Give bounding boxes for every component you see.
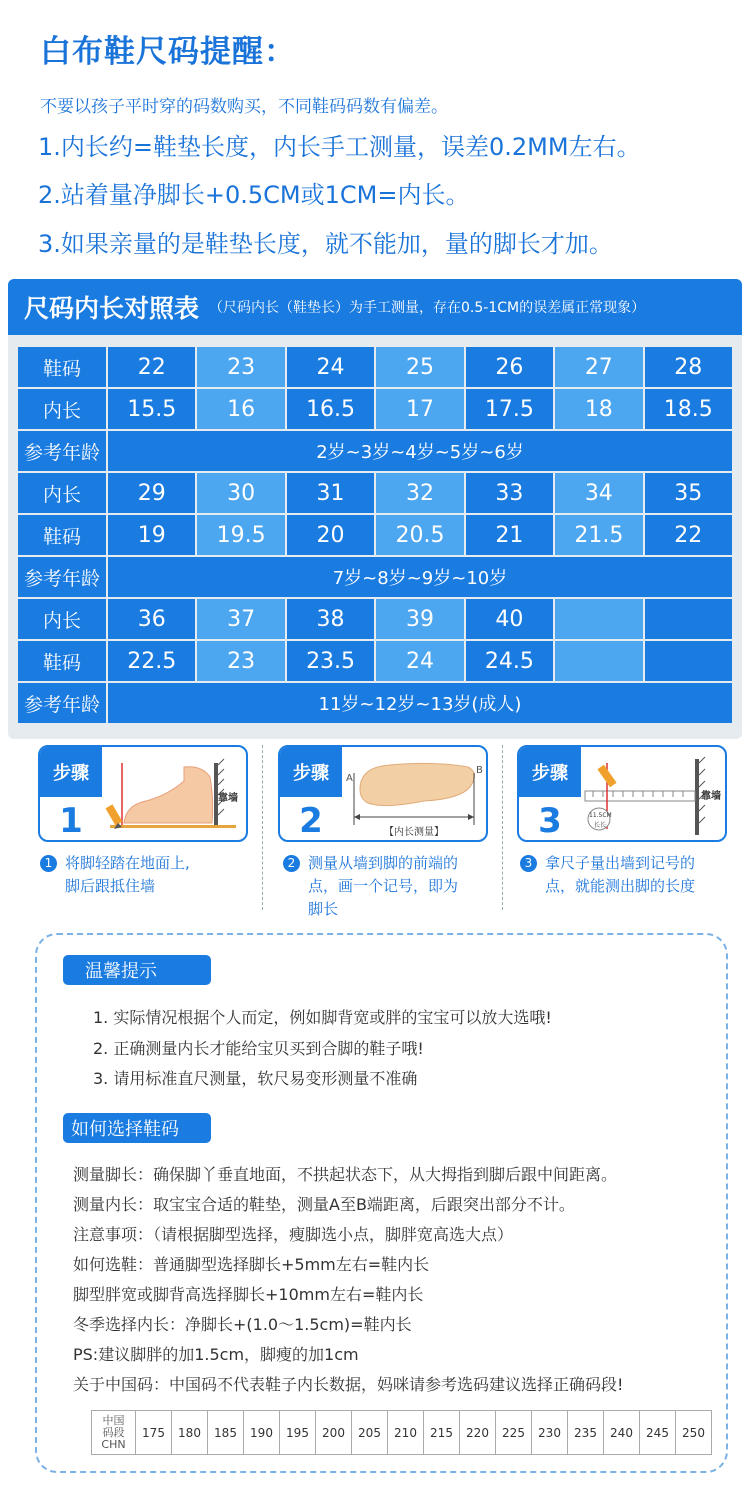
size-cell — [645, 641, 732, 681]
row-label: 鞋码 — [18, 641, 106, 681]
tips-box — [35, 933, 728, 1473]
size-cell: 34 — [555, 473, 642, 513]
chn-size-cell: 180 — [172, 1411, 208, 1455]
step-desc-3 — [520, 852, 695, 898]
how-line: 脚型胖宽或脚背高选择脚长+10mm左右=鞋内长 — [73, 1285, 424, 1304]
tips-title: 温馨提示 — [63, 955, 211, 985]
step-word: 步骤 — [519, 747, 581, 797]
size-cell: 17 — [376, 389, 463, 429]
row-label: 鞋码 — [18, 347, 106, 387]
size-cell: 19.5 — [197, 515, 284, 555]
size-cell: 29 — [108, 473, 195, 513]
bullet-number: 1 — [40, 855, 57, 872]
row-label: 内长 — [18, 473, 106, 513]
tip-item: 2. 正确测量内长才能给宝贝买到合脚的鞋子哦! — [93, 1039, 424, 1058]
size-cell: 21 — [466, 515, 553, 555]
chn-size-cell: 210 — [388, 1411, 424, 1455]
how-line: 如何选鞋：普通脚型选择脚长+5mm左右=鞋内长 — [73, 1255, 430, 1274]
wall-label: 靠墙 — [218, 793, 238, 804]
insole-caption: 【内长测量】 — [384, 827, 444, 838]
step-badge — [40, 747, 102, 842]
age-range-cell: 2岁~3岁~4岁~5岁~6岁 — [108, 431, 732, 471]
size-chart-note: （尺码内长（鞋垫长）为手工测量，存在0.5-1CM的误差属正常现象） — [209, 300, 646, 316]
chn-size-cell: 225 — [496, 1411, 532, 1455]
rule-2: 2.站着量净脚长+0.5CM或1CM=内长。 — [38, 181, 470, 209]
size-cell: 18 — [555, 389, 642, 429]
size-cell: 17.5 — [466, 389, 553, 429]
how-line: 关于中国码：中国码不代表鞋子内长数据，妈咪请参考选码建议选择正确码段! — [73, 1375, 624, 1394]
size-cell: 16 — [197, 389, 284, 429]
step-badge — [519, 747, 581, 842]
size-chart-title: 尺码内长对照表 — [24, 294, 200, 323]
size-cell: 31 — [287, 473, 374, 513]
rule-3: 3.如果亲量的是鞋垫长度，就不能加，量的脚长才加。 — [38, 230, 613, 258]
size-chart-row — [18, 473, 732, 513]
chn-size-cell: 190 — [244, 1411, 280, 1455]
size-cell: 18.5 — [645, 389, 732, 429]
step-badge — [280, 747, 342, 842]
size-chart-row — [18, 515, 732, 555]
size-cell: 23.5 — [287, 641, 374, 681]
step-card-1 — [38, 745, 248, 842]
size-chart-row — [18, 641, 732, 681]
size-chart-row — [18, 431, 732, 471]
size-chart-table — [16, 345, 734, 725]
chn-label-line: 中国 — [102, 1413, 125, 1427]
size-cell: 21.5 — [555, 515, 642, 555]
chn-label — [92, 1411, 136, 1455]
size-cell: 19 — [108, 515, 195, 555]
chn-size-cell: 235 — [568, 1411, 604, 1455]
size-cell: 40 — [466, 599, 553, 639]
size-cell: 37 — [197, 599, 284, 639]
age-range-cell: 7岁~8岁~9岁~10岁 — [108, 557, 732, 597]
step-word: 步骤 — [280, 747, 342, 797]
step-desc-line: 脚后跟抵住墙 — [65, 877, 156, 895]
row-label: 鞋码 — [18, 515, 106, 555]
chn-label-line: CHN — [101, 1437, 126, 1451]
row-label: 参考年龄 — [18, 683, 106, 723]
point-b-label: B — [476, 765, 483, 776]
step-number: 3 — [538, 800, 562, 841]
chn-size-cell: 195 — [280, 1411, 316, 1455]
tip-item: 3. 请用标准直尺测量，软尺易变形测量不准确 — [93, 1069, 418, 1088]
step-desc-line: 点，就能测出脚的长度 — [545, 877, 696, 895]
row-label: 内长 — [18, 599, 106, 639]
size-cell: 16.5 — [287, 389, 374, 429]
size-cell: 23 — [197, 347, 284, 387]
size-cell: 24 — [376, 641, 463, 681]
row-label: 内长 — [18, 389, 106, 429]
size-cell: 22 — [108, 347, 195, 387]
age-range-cell: 11岁~12岁~13岁(成人) — [108, 683, 732, 723]
how-line: 注意事项：（请根据脚型选择，瘦脚选小点，脚胖宽高选大点） — [73, 1225, 514, 1244]
bullet-number: 2 — [283, 855, 300, 872]
how-line: 测量脚长：确保脚丫垂直地面，不拱起状态下，从大拇指到脚后跟中间距离。 — [73, 1165, 618, 1184]
size-cell — [555, 599, 642, 639]
measure-steps — [0, 745, 750, 925]
row-label: 参考年龄 — [18, 557, 106, 597]
size-cell: 22 — [645, 515, 732, 555]
size-cell: 30 — [197, 473, 284, 513]
size-chart-header — [8, 279, 742, 335]
size-cell: 36 — [108, 599, 195, 639]
intro-text: 不要以孩子平时穿的码数购买，不同鞋码码数有偏差。 — [40, 97, 448, 117]
chn-size-cell: 215 — [424, 1411, 460, 1455]
size-cell: 20 — [287, 515, 374, 555]
chn-size-cell: 245 — [640, 1411, 676, 1455]
step-desc-line: 脚长 — [308, 900, 339, 918]
step-word: 步骤 — [40, 747, 102, 797]
size-cell: 24 — [287, 347, 374, 387]
size-cell: 15.5 — [108, 389, 195, 429]
chn-size-cell: 230 — [532, 1411, 568, 1455]
size-cell: 33 — [466, 473, 553, 513]
how-line: 冬季选择内长：净脚长+(1.0～1.5cm)=鞋内长 — [73, 1315, 412, 1334]
size-chart-row — [18, 389, 732, 429]
size-cell: 32 — [376, 473, 463, 513]
chn-size-cell: 220 — [460, 1411, 496, 1455]
tip-item: 1. 实际情况根据个人而定，例如脚背宽或胖的宝宝可以放大选哦! — [93, 1008, 552, 1027]
size-chart-row — [18, 599, 732, 639]
chn-label-line: 码段 — [102, 1425, 125, 1439]
wall-label: 靠墙 — [701, 791, 721, 802]
chn-size-cell: 240 — [604, 1411, 640, 1455]
chn-size-cell: 250 — [676, 1411, 712, 1455]
chn-size-cell: 185 — [208, 1411, 244, 1455]
size-cell — [645, 599, 732, 639]
step-card-3 — [517, 745, 727, 842]
step-number: 1 — [59, 800, 83, 841]
chn-size-cell: 175 — [136, 1411, 172, 1455]
bullet-number: 3 — [520, 855, 537, 872]
row-label: 参考年龄 — [18, 431, 106, 471]
divider — [502, 745, 503, 910]
size-cell: 27 — [555, 347, 642, 387]
point-a-label: A — [346, 773, 353, 784]
size-chart-row — [18, 557, 732, 597]
step-desc-line: 将脚轻踏在地面上, — [65, 854, 190, 872]
chn-size-cell: 205 — [352, 1411, 388, 1455]
ruler-mark-label: 11.5CM — [589, 812, 612, 819]
step-desc-line: 点，画一个记号，即为 — [308, 877, 459, 895]
how-line: 测量内长：取宝宝合适的鞋垫，测量A至B端距离，后跟突出部分不计。 — [73, 1195, 575, 1214]
step-desc-1 — [40, 852, 190, 898]
size-cell: 25 — [376, 347, 463, 387]
size-chart-row — [18, 347, 732, 387]
size-cell: 24.5 — [466, 641, 553, 681]
step-card-2 — [278, 745, 488, 842]
size-cell: 20.5 — [376, 515, 463, 555]
size-cell: 22.5 — [108, 641, 195, 681]
chn-size-cell: 200 — [316, 1411, 352, 1455]
ruler-mark-sub: 长长 — [594, 822, 607, 829]
step-desc-line: 测量从墙到脚的前端的 — [308, 854, 459, 872]
size-cell: 38 — [287, 599, 374, 639]
size-cell: 23 — [197, 641, 284, 681]
step-desc-2 — [283, 852, 458, 921]
how-to-choose-title: 如何选择鞋码 — [63, 1113, 211, 1143]
size-chart-row — [18, 683, 732, 723]
rule-1: 1.内长约=鞋垫长度，内长手工测量，误差0.2MM左右。 — [38, 133, 641, 161]
chn-size-table — [91, 1410, 712, 1455]
size-chart-panel — [8, 279, 742, 739]
step-desc-line: 拿尺子量出墙到记号的 — [545, 854, 696, 872]
size-cell: 28 — [645, 347, 732, 387]
divider — [262, 745, 263, 910]
step-number: 2 — [299, 800, 323, 841]
size-cell: 35 — [645, 473, 732, 513]
size-cell — [555, 641, 642, 681]
size-cell: 39 — [376, 599, 463, 639]
size-cell: 26 — [466, 347, 553, 387]
how-line: PS:建议脚胖的加1.5cm，脚瘦的加1cm — [73, 1345, 359, 1364]
page-title: 白布鞋尺码提醒： — [40, 34, 296, 70]
